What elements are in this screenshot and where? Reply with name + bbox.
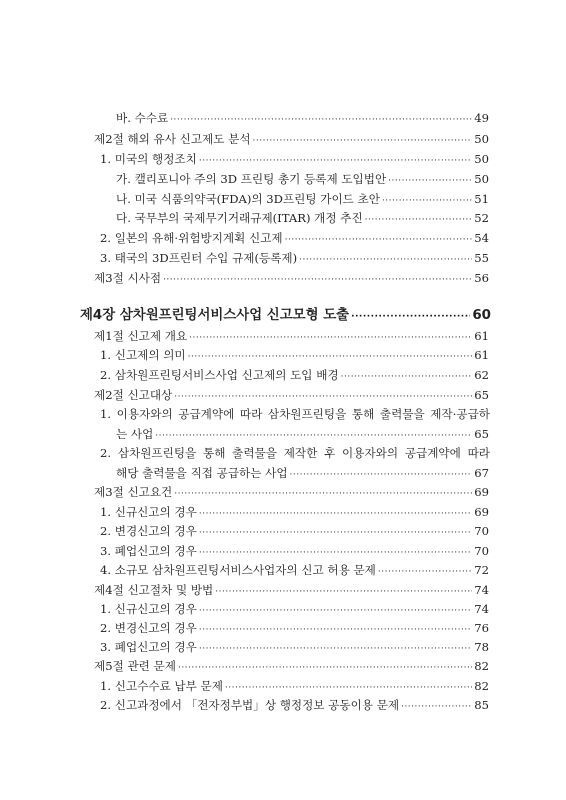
- toc-entry-title: 제3절 신고요건: [94, 485, 173, 499]
- toc-entry[interactable]: [0, 541, 566, 561]
- toc-entry-page: 82: [474, 659, 489, 673]
- toc-entry-title: 1. 신규신고의 경우: [100, 602, 197, 616]
- dot-leader: [401, 697, 472, 717]
- toc-entry-page: 82: [474, 679, 489, 693]
- dot-leader: [299, 250, 472, 270]
- toc-entry-page: 55: [474, 251, 489, 265]
- toc-entry-title: 2. 일본의 유해·위험방지계획 신고제: [100, 231, 283, 245]
- toc-entry-title: 1. 이용자와의 공급계약에 따라 삼차원프린팅을 통해 출력물을 제작·공급하: [100, 407, 490, 421]
- toc-entry-page: 56: [474, 271, 489, 285]
- toc-entry-title: 1. 신규신고의 경우: [100, 505, 197, 519]
- toc-entry[interactable]: [0, 695, 566, 715]
- toc-entry-page: 65: [474, 427, 489, 441]
- toc-entry[interactable]: [0, 149, 566, 169]
- toc-entry-page: 52: [474, 211, 489, 225]
- toc-entry-title: 2. 변경신고의 경우: [100, 621, 197, 635]
- dot-leader: [199, 523, 472, 543]
- toc-entry-title: 3. 폐업신고의 경우: [100, 544, 197, 558]
- toc-entry-page: 62: [474, 368, 489, 382]
- toc-entry-page: 74: [474, 602, 489, 616]
- toc-entry-page: 61: [474, 329, 489, 343]
- toc-entry-page: 76: [474, 621, 489, 635]
- dot-leader: [388, 171, 472, 191]
- toc-entry[interactable]: [0, 326, 566, 346]
- toc-entry-page: 70: [474, 544, 489, 558]
- toc-entry[interactable]: [0, 365, 566, 385]
- toc-chapter-entry[interactable]: [0, 305, 566, 327]
- toc-entry[interactable]: [0, 228, 566, 248]
- toc-entry[interactable]: [0, 404, 566, 444]
- toc-entry-page: 50: [474, 172, 489, 186]
- dot-leader: [285, 230, 473, 250]
- toc-entry-title: 바. 수수료: [116, 111, 169, 125]
- toc-entry[interactable]: [0, 345, 566, 365]
- toc-entry[interactable]: [0, 268, 566, 288]
- toc-entry-title-continued: 해당 출력물을 직접 공급하는 사업: [116, 466, 288, 480]
- dot-leader: [341, 367, 473, 387]
- toc-entry-page: 67: [474, 466, 489, 480]
- toc-entry-title: 2. 신고과정에서 「전자정부법」상 행정정보 공동이용 문제: [100, 698, 400, 712]
- dot-leader: [365, 210, 473, 230]
- toc-entry[interactable]: [0, 108, 566, 128]
- dot-leader: [253, 131, 473, 151]
- toc-entry-page: 74: [474, 583, 489, 597]
- toc-entry-title-continued: 는 사업: [116, 427, 154, 441]
- dot-leader: [351, 306, 470, 328]
- dot-leader: [170, 110, 472, 130]
- toc-entry-page: 49: [474, 111, 489, 125]
- toc-entry[interactable]: [0, 482, 566, 502]
- toc-entry-title: 다. 국무부의 국제무기거래규제(ITAR) 개정 추진: [116, 211, 363, 225]
- dot-leader: [178, 658, 472, 678]
- toc-entry-title: 제5절 관련 문제: [94, 659, 176, 673]
- toc-entry[interactable]: [0, 169, 566, 189]
- toc-entry-title: 2. 삼차원프린팅을 통해 출력물을 제작한 후 이용자와의 공급계약에 따라: [100, 446, 490, 460]
- toc-entry[interactable]: [0, 656, 566, 676]
- toc-entry-title: 제3절 시사점: [94, 271, 162, 285]
- toc-entry-page: 50: [474, 152, 489, 166]
- toc-entry[interactable]: [0, 189, 566, 209]
- toc-entry-page: 51: [474, 192, 489, 206]
- toc-entry[interactable]: [0, 129, 566, 149]
- toc-entry-page: 65: [474, 388, 489, 402]
- dot-leader: [378, 562, 472, 582]
- toc-entry[interactable]: [0, 521, 566, 541]
- toc-entry-title: 나. 미국 식품의약국(FDA)의 3D프린팅 가이드 초안: [116, 192, 380, 206]
- toc-entry[interactable]: [0, 580, 566, 600]
- toc-entry-title: 2. 변경신고의 경우: [100, 524, 197, 538]
- dot-leader: [174, 484, 472, 504]
- toc-entry-title: 1. 신고제의 의미: [100, 348, 186, 362]
- toc-entry[interactable]: [0, 385, 566, 405]
- toc-entry-page: 69: [474, 505, 489, 519]
- dot-leader: [163, 270, 472, 290]
- toc-entry-page: 69: [474, 485, 489, 499]
- dot-leader: [199, 151, 472, 171]
- toc-entry-title: 제4절 신고절차 및 방법: [94, 583, 214, 597]
- toc-entry[interactable]: [0, 637, 566, 657]
- toc-entry-title: 1. 신고수수료 납부 문제: [100, 679, 223, 693]
- dot-leader: [188, 347, 473, 367]
- toc-entry[interactable]: [0, 676, 566, 696]
- chapter-title: 제4장 삼차원프린팅서비스사업 신고모형 도출: [80, 308, 350, 323]
- toc-entry-title: 제1절 신고제 개요: [94, 329, 188, 343]
- toc-entry-page: 70: [474, 524, 489, 538]
- toc-entry-title: 제2절 해외 유사 신고제도 분석: [94, 132, 251, 146]
- toc-entry-page: 85: [474, 698, 489, 712]
- toc-entry-title: 3. 폐업신고의 경우: [100, 640, 197, 654]
- toc-entry-page: 54: [474, 231, 489, 245]
- toc-entry[interactable]: [0, 502, 566, 522]
- toc-entry-title: 3. 태국의 3D프린터 수입 규제(등록제): [100, 251, 298, 265]
- chapter-page: 60: [472, 308, 491, 323]
- toc-entry[interactable]: [0, 248, 566, 268]
- toc-entry[interactable]: [0, 599, 566, 619]
- toc-entry-page: 72: [474, 563, 489, 577]
- toc-entry[interactable]: [0, 443, 566, 483]
- toc-entry-page: 61: [474, 348, 489, 362]
- toc-entry[interactable]: [0, 208, 566, 228]
- toc-entry[interactable]: [0, 560, 566, 580]
- toc-entry-title: 2. 삼차원프린팅서비스사업 신고제의 도입 배경: [100, 368, 339, 382]
- toc-entry-title: 제2절 신고대상: [94, 388, 173, 402]
- toc-entry-title: 1. 미국의 행정조치: [100, 152, 197, 166]
- toc-entry[interactable]: [0, 618, 566, 638]
- toc-entry-page: 50: [474, 132, 489, 146]
- toc-entry-page: 78: [474, 640, 489, 654]
- toc-entry-title: 4. 소규모 삼차원프린팅서비스사업자의 신고 허용 문제: [100, 563, 376, 577]
- toc-entry-title: 가. 캘리포니아 주의 3D 프린팅 총기 등록제 도입법안: [116, 172, 387, 186]
